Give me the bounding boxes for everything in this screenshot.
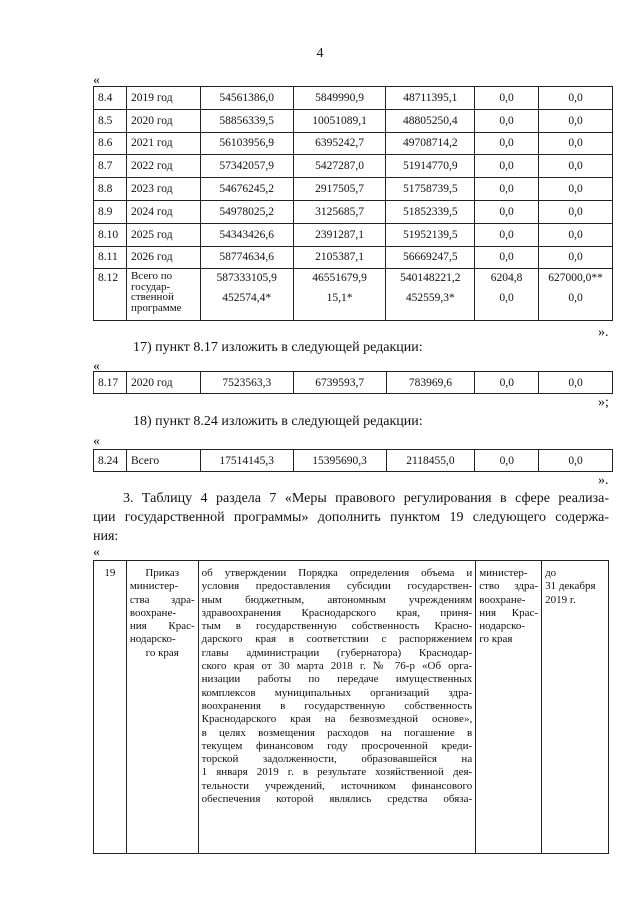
federal-amount: 6739593,7 bbox=[293, 372, 386, 394]
table-row bbox=[94, 246, 613, 269]
period: 2022 год bbox=[126, 155, 200, 178]
deadline: до 31 декабря 2019 г. bbox=[542, 561, 609, 854]
table-row bbox=[94, 132, 613, 155]
description-line: текущем финансовом году просроченной креди- bbox=[201, 739, 473, 752]
regional-amount: 51852339,5 bbox=[386, 200, 475, 223]
row-number: 19 bbox=[94, 561, 127, 854]
budget-table bbox=[93, 86, 613, 321]
period: 2019 год bbox=[126, 87, 200, 110]
extrabudget-amount: 0,0 bbox=[539, 132, 613, 155]
total-value-secondary: 452559,3* bbox=[405, 292, 455, 305]
extrabudget-amount: 0,0 bbox=[539, 246, 613, 269]
responsible-executor: министер- ство здра- воохране- ния Крас- нодарско- го края bbox=[476, 561, 542, 854]
federal-amount: 2391287,1 bbox=[293, 223, 386, 246]
table-row bbox=[94, 200, 613, 223]
local-amount: 0,0 bbox=[475, 87, 539, 110]
period: 2023 год bbox=[126, 178, 200, 201]
description-line: торской задолженности, образовавшейся на bbox=[201, 753, 473, 766]
open-quote: « bbox=[93, 434, 100, 449]
description-line: воохранения в государственную собственность bbox=[201, 699, 473, 712]
description-line: дарского края в соответствии с распоряжением bbox=[201, 633, 473, 646]
description-line: комплексов муниципальных организаций здра- bbox=[201, 686, 473, 699]
row-number: 8.7 bbox=[94, 155, 127, 178]
regional-amount: 51914770,9 bbox=[386, 155, 475, 178]
extrabudget-amount: 0,0 bbox=[539, 155, 613, 178]
row-number: 8.8 bbox=[94, 178, 127, 201]
total-value: 540148221,2 bbox=[400, 272, 461, 285]
item18-heading: 18) пункт 8.24 изложить в следующей редакции: bbox=[133, 414, 423, 429]
description-line: ным бюджетным, автономным учреждениям bbox=[201, 593, 473, 606]
table-row bbox=[94, 109, 613, 132]
total-label-line: программе bbox=[130, 301, 182, 314]
period: Всего bbox=[126, 450, 200, 472]
para3-line1: 3. Таблицу 4 раздела 7 «Меры правового регулирования в сфере реализа- bbox=[123, 491, 609, 506]
period: 2020 год bbox=[126, 372, 200, 394]
regional-amount: 51952139,5 bbox=[386, 223, 475, 246]
total-label-line: государ- bbox=[130, 280, 171, 293]
federal-amount: 5427287,0 bbox=[293, 155, 386, 178]
federal-amount: 10051089,1 bbox=[293, 109, 386, 132]
federal-amount: 2917505,7 bbox=[293, 178, 386, 201]
period: 2025 год bbox=[126, 223, 200, 246]
local-amount: 0,0 bbox=[475, 450, 539, 472]
table-row bbox=[94, 372, 613, 394]
description-line: условия предоставления субсидии государствен- bbox=[201, 580, 473, 593]
row-number: 8.12 bbox=[94, 269, 127, 321]
total-value-secondary: 0,0 bbox=[568, 292, 583, 305]
regional-amount: 51758739,5 bbox=[386, 178, 475, 201]
total-value-secondary: 15,1* bbox=[326, 292, 353, 305]
close-quote: ». bbox=[598, 473, 609, 488]
federal-amount: 3125685,7 bbox=[293, 200, 386, 223]
regional-amount: 48711395,1 bbox=[386, 87, 475, 110]
description-line: 1 января 2019 г. в результате хозяйственной дея- bbox=[201, 766, 473, 779]
extrabudget-amount: 0,0 bbox=[539, 109, 613, 132]
description-line: ского края от 30 марта 2018 г. № 76-р «Об орга- bbox=[201, 660, 473, 673]
regional-amount: 2118455,0 bbox=[386, 450, 475, 472]
description-line: тельности учреждений, источником финансового bbox=[201, 779, 473, 792]
measures-table bbox=[93, 560, 609, 854]
local-amount: 0,0 bbox=[475, 223, 539, 246]
close-quote: »; bbox=[598, 395, 609, 410]
federal-amount: 5849990,9 bbox=[293, 87, 386, 110]
total-amount bbox=[200, 269, 293, 321]
row-number: 8.9 bbox=[94, 200, 127, 223]
total-amount: 56103956,9 bbox=[200, 132, 293, 155]
local-amount: 0,0 bbox=[475, 178, 539, 201]
table-row bbox=[94, 561, 609, 854]
total-amount: 17514145,3 bbox=[200, 450, 293, 472]
federal-amount: 2105387,1 bbox=[293, 246, 386, 269]
total-amount: 58856339,5 bbox=[200, 109, 293, 132]
document-type: Приказ министер- ства здра- воохране- ния Крас- нодарско- го края bbox=[126, 561, 198, 854]
document-description bbox=[198, 561, 476, 854]
row-number: 8.6 bbox=[94, 132, 127, 155]
period: 2026 год bbox=[126, 246, 200, 269]
extrabudget-amount: 0,0 bbox=[539, 372, 613, 394]
row-number: 8.24 bbox=[94, 450, 127, 472]
row-number: 8.5 bbox=[94, 109, 127, 132]
open-quote: « bbox=[93, 73, 100, 88]
description-line: тым в государственную собственность Красно- bbox=[201, 620, 473, 633]
total-amount: 57342057,9 bbox=[200, 155, 293, 178]
description-line: главы администрации (губернатора) Краснодар- bbox=[201, 646, 473, 659]
extrabudget-amount bbox=[539, 269, 613, 321]
local-amount: 0,0 bbox=[475, 200, 539, 223]
description-line: об утверждении Порядка определения объема и bbox=[201, 567, 473, 579]
total-amount: 54343426,6 bbox=[200, 223, 293, 246]
description-line: Краснодарского края на безвозмездной основе», bbox=[201, 713, 473, 726]
item18-table bbox=[93, 449, 613, 472]
regional-amount: 48805250,4 bbox=[386, 109, 475, 132]
total-amount: 58774634,6 bbox=[200, 246, 293, 269]
federal-amount: 6395242,7 bbox=[293, 132, 386, 155]
row-number: 8.17 bbox=[94, 372, 127, 394]
regional-amount: 783969,6 bbox=[386, 372, 475, 394]
extrabudget-amount: 0,0 bbox=[539, 450, 613, 472]
description-line: здравоохранения Краснодарского края, приня- bbox=[201, 606, 473, 619]
local-amount bbox=[475, 269, 539, 321]
total-value: 6204,8 bbox=[490, 272, 523, 285]
para3-line3: ния: bbox=[93, 529, 119, 544]
open-quote: « bbox=[93, 359, 100, 374]
table-row bbox=[94, 87, 613, 110]
page-number: 4 bbox=[316, 46, 324, 61]
local-amount: 0,0 bbox=[475, 372, 539, 394]
row-number: 8.11 bbox=[94, 246, 127, 269]
item17-heading: 17) пункт 8.17 изложить в следующей редакции: bbox=[133, 340, 423, 355]
item17-table bbox=[93, 371, 613, 394]
regional-amount bbox=[386, 269, 475, 321]
row-number: 8.4 bbox=[94, 87, 127, 110]
close-quote: ». bbox=[598, 325, 609, 340]
extrabudget-amount: 0,0 bbox=[539, 223, 613, 246]
period: 2024 год bbox=[126, 200, 200, 223]
regional-amount: 49708714,2 bbox=[386, 132, 475, 155]
open-quote: « bbox=[93, 545, 100, 560]
extrabudget-amount: 0,0 bbox=[539, 178, 613, 201]
extrabudget-amount: 0,0 bbox=[539, 200, 613, 223]
local-amount: 0,0 bbox=[475, 132, 539, 155]
total-value: 587333105,9 bbox=[216, 272, 277, 285]
extrabudget-amount: 0,0 bbox=[539, 87, 613, 110]
total-label-line: ственной bbox=[130, 291, 174, 304]
local-amount: 0,0 bbox=[475, 246, 539, 269]
local-amount: 0,0 bbox=[475, 155, 539, 178]
total-amount: 54676245,2 bbox=[200, 178, 293, 201]
total-value: 627000,0** bbox=[548, 272, 603, 285]
total-value-secondary: 452574,4* bbox=[222, 292, 272, 305]
federal-amount bbox=[293, 269, 386, 321]
total-value-secondary: 0,0 bbox=[499, 292, 514, 305]
table-row-total bbox=[94, 269, 613, 321]
total-label-line: Всего по bbox=[130, 270, 173, 283]
description-line: в целях возмещения расходов на погашение в bbox=[201, 726, 473, 739]
description-line: обеспечения которой являлись средства обяза- bbox=[201, 793, 473, 806]
table-row bbox=[94, 223, 613, 246]
regional-amount: 56669247,5 bbox=[386, 246, 475, 269]
period: 2021 год bbox=[126, 132, 200, 155]
local-amount: 0,0 bbox=[475, 109, 539, 132]
federal-amount: 15395690,3 bbox=[293, 450, 386, 472]
description-line: низации работы по передаче имущественных bbox=[201, 673, 473, 686]
period: 2020 год bbox=[126, 109, 200, 132]
row-number: 8.10 bbox=[94, 223, 127, 246]
total-label bbox=[126, 269, 200, 321]
table-row bbox=[94, 155, 613, 178]
table-row bbox=[94, 450, 613, 472]
total-value: 46551679,9 bbox=[312, 272, 367, 285]
total-amount: 54978025,2 bbox=[200, 200, 293, 223]
para3-line2: ции государственной программы» дополнить пунктом 19 следующего содержа- bbox=[93, 510, 609, 525]
table-row bbox=[94, 178, 613, 201]
total-amount: 7523563,3 bbox=[200, 372, 293, 394]
total-amount: 54561386,0 bbox=[200, 87, 293, 110]
